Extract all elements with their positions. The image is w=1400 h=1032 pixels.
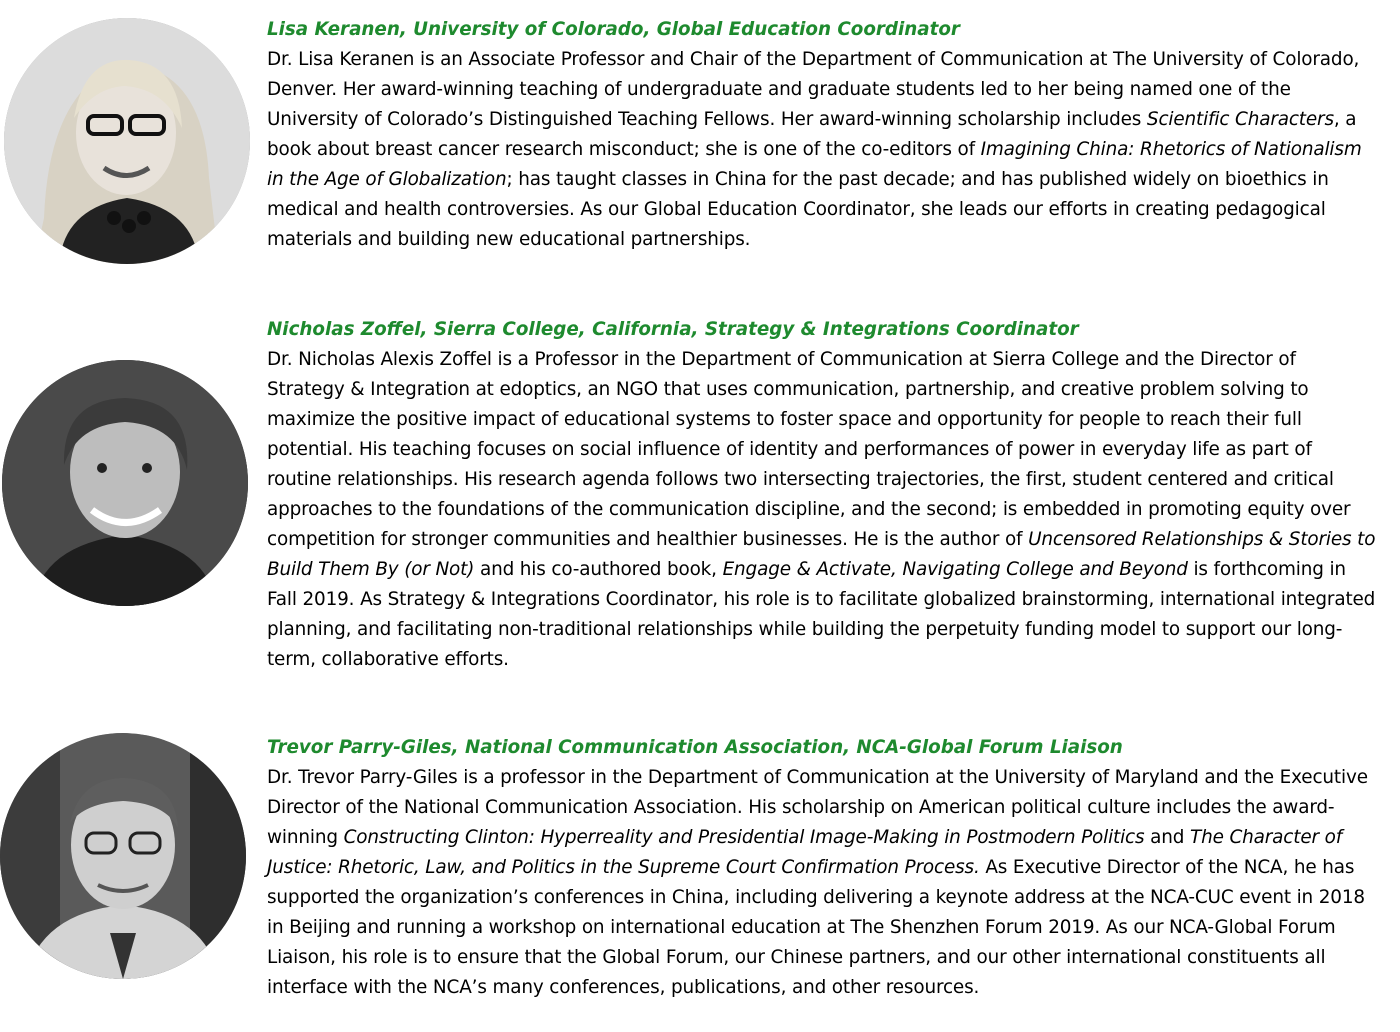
italic-title-text: The Character of Justice: Rhetoric, Law, and Politics in the Supreme Court Confirmation Process. xyxy=(267,827,1343,878)
portrait-lisa-keranen xyxy=(4,18,250,264)
bio-text-segment: and his co-authored book, xyxy=(474,559,723,580)
bio-text-segment: and xyxy=(1144,827,1190,848)
italic-title-text: Constructing Clinton: Hyperreality and Presidential Image-Making in Postmodern Politics xyxy=(343,827,1145,848)
portrait-photo-icon xyxy=(4,18,250,264)
bio-text-block xyxy=(267,15,1377,255)
bio-text-segment: , a book about breast cancer research misconduct; she is one of the co-editors of xyxy=(267,109,1357,160)
italic-title-text: Engage & Activate, Navigating College and Beyond xyxy=(722,559,1188,580)
bio-text-segment: As Executive Director of the NCA, he has supported the organization’s conferences in China, including delivering a keynote address at the NCA-CUC event in 2018 in Beijing and running a workshop on international education at The Shenzhen Forum 2019. As our NCA-Global Forum Liaison, his role is to ensure that the Global Forum, our Chinese partners, and our other international constituents all interface with the NCA’s many conferences, publications, and other resources. xyxy=(267,857,1365,998)
italic-title-text: Scientific Characters xyxy=(1146,109,1334,130)
bio-text-block xyxy=(267,315,1377,675)
portrait-photo-icon xyxy=(0,733,246,979)
bio-text-segment: ; has taught classes in China for the past decade; and has published widely on bioethics in medical and health controversies. As our Global Education Coordinator, she leads our efforts in creating pedagogical materials and building new educational partnerships. xyxy=(267,169,1329,250)
portrait-photo-icon xyxy=(2,360,248,606)
bio-paragraph xyxy=(267,45,1377,255)
italic-title-text: Imagining China: Rhetorics of Nationalism in the Age of Globalization xyxy=(267,139,1362,190)
person-heading: Lisa Keranen, University of Colorado, Global Education Coordinator xyxy=(267,19,960,40)
bio-text-segment: Dr. Trevor Parry-Giles is a professor in the Department of Communication at the University of Maryland and the Executive Director of the National Communication Association. His scholarship on American political culture includes the award-winning xyxy=(267,767,1368,848)
italic-title-text: Uncensored Relationships & Stories to Build Them By (or Not) xyxy=(267,529,1376,580)
bio-text-segment: Dr. Nicholas Alexis Zoffel is a Professor in the Department of Communication at Sierra College and the Director of Strategy & Integration at edoptics, an NGO that uses communication, partnership, and creative problem solving to maximize the positive impact of educational systems to foster space and opportunity for people to reach their full potential. His teaching focuses on social influence of identity and performances of power in everyday life as part of routine relationships. His research agenda follows two intersecting trajectories, the first, student centered and critical approaches to the foundations of the communication discipline, and the second; is embedded in promoting equity over competition for stronger communities and healthier businesses. He is the author of xyxy=(267,349,1351,550)
bio-text-segment: Dr. Lisa Keranen is an Associate Professor and Chair of the Department of Communication at The University of Colorado, Denver. Her award-winning teaching of undergraduate and graduate students led to her being named one of the University of Colorado’s Distinguished Teaching Fellows. Her award-winning scholarship includes xyxy=(267,49,1360,130)
portrait-trevor-parry-giles xyxy=(0,733,246,979)
bio-paragraph xyxy=(267,345,1377,675)
person-heading: Trevor Parry-Giles, National Communication Association, NCA-Global Forum Liaison xyxy=(267,737,1123,758)
portrait-nicholas-zoffel xyxy=(2,360,248,606)
bio-text-segment: is forthcoming in Fall 2019. As Strategy & Integrations Coordinator, his role is to facilitate globalized brainstorming, international integrated planning, and facilitating non-traditional relationships while building the perpetuity funding model to support our long-term, collaborative efforts. xyxy=(267,559,1376,670)
bio-text-block xyxy=(267,733,1377,1003)
person-heading: Nicholas Zoffel, Sierra College, California, Strategy & Integrations Coordinator xyxy=(267,319,1079,340)
bio-paragraph xyxy=(267,763,1377,1003)
